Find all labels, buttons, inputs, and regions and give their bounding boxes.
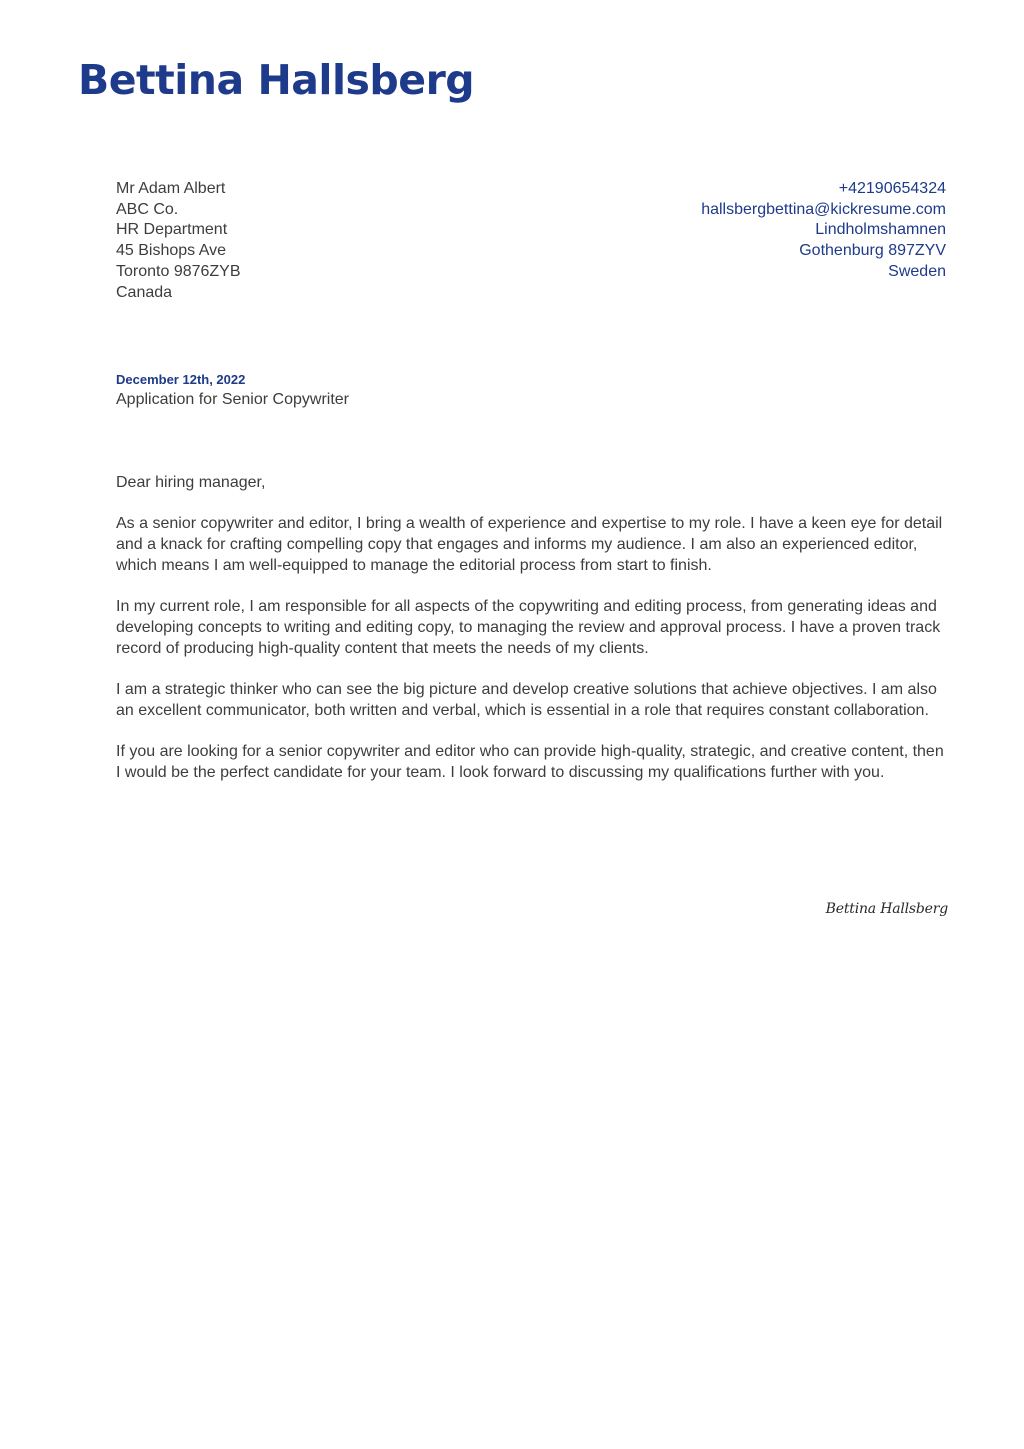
sender-phone: +42190654324 <box>838 180 946 197</box>
sender-email: hallsbergbettina@kickresume.com <box>701 200 946 218</box>
signature: Bettina Hallsberg <box>825 901 948 917</box>
letter-subject: Application for Senior Copywriter <box>116 391 349 408</box>
recipient-city: Toronto 9876ZYB <box>116 262 241 280</box>
body-paragraph-3: I am a strategic thinker who can see the big picture and develop creative solutions that achieve objectives. I am also an excellent communicator, both written and verbal, which is essential in a role that requires constant collaboration. <box>116 680 937 719</box>
sender-city: Gothenburg 897ZYV <box>799 242 946 260</box>
applicant-name: Bettina Hallsberg <box>78 56 475 104</box>
recipient-street: 45 Bishops Ave <box>116 242 227 260</box>
sender-street: Lindholmshamnen <box>815 221 946 239</box>
letter-body <box>116 473 951 804</box>
sender-country: Sweden <box>888 262 946 280</box>
salutation: Dear hiring manager, <box>116 474 266 491</box>
recipient-country: Canada <box>116 283 173 301</box>
body-paragraph-1: As a senior copywriter and editor, I bring a wealth of experience and expertise to my role. I have a keen eye for detail and a knack for crafting compelling copy that engages and informs my audience. I am also an experienced editor, which means I am well-equipped to manage the editorial process from start to finish. <box>116 515 943 574</box>
body-paragraph-2: In my current role, I am responsible for all aspects of the copywriting and editing process, from generating ideas and developing concepts to writing and editing copy, to managing the review and approval process. I have a proven track record of producing high-quality content that meets the needs of my clients. <box>116 598 941 657</box>
recipient-name: Mr Adam Albert <box>116 180 226 197</box>
body-paragraph-4: If you are looking for a senior copywriter and editor who can provide high-quality, strategic, and creative content, then I would be the perfect candidate for your team. I look forward to discussing my qualifications further with you. <box>116 743 944 781</box>
recipient-department: HR Department <box>116 221 228 239</box>
recipient-company: ABC Co. <box>116 200 179 218</box>
recipient-address <box>116 179 241 303</box>
letter-date: December 12th, 2022 <box>116 372 246 387</box>
sender-contact <box>701 179 946 283</box>
